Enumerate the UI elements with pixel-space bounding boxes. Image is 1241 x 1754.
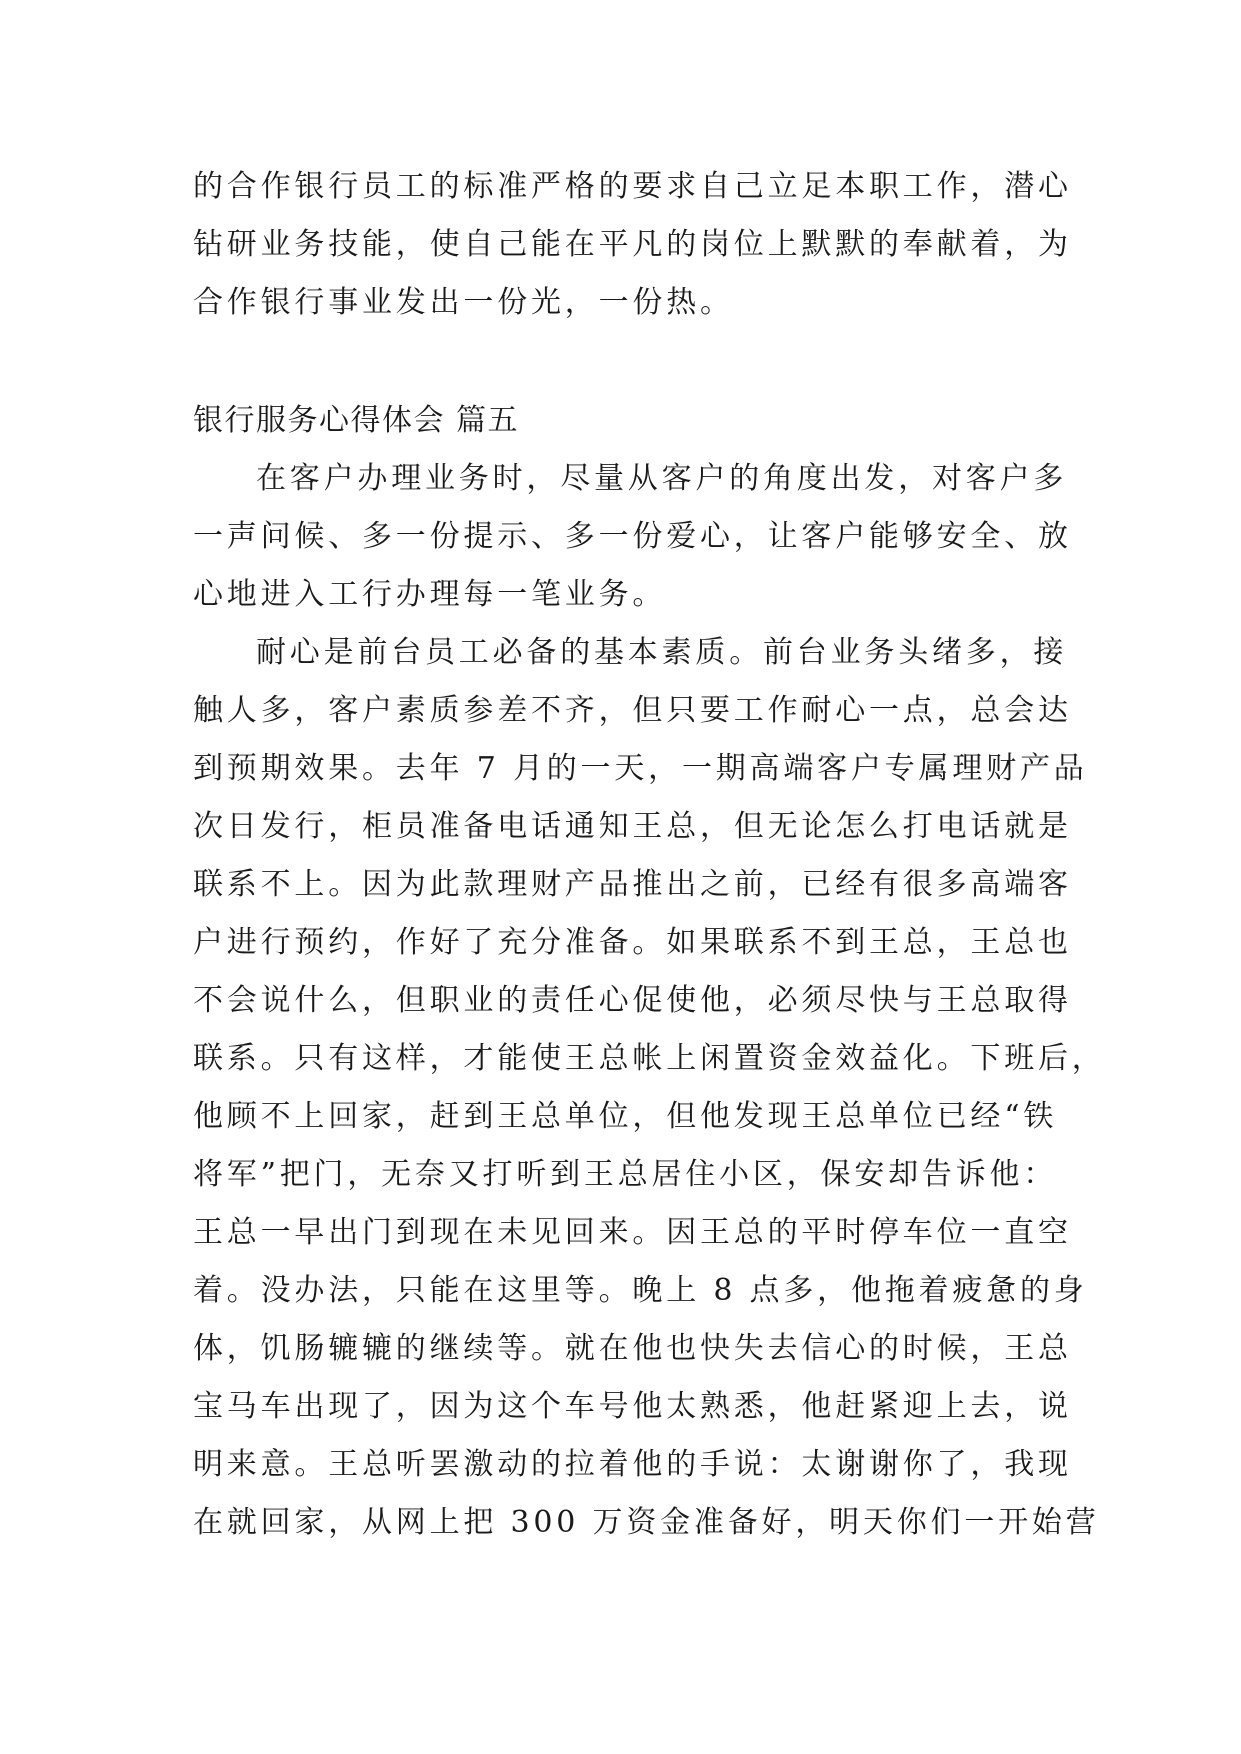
paragraph-line: 耐心是前台员工必备的基本素质。前台业务头绪多，接 <box>256 635 1068 670</box>
paragraph-line: 次日发行，柜员准备电话通知王总，但无论怎么打电话就是 <box>193 809 1072 844</box>
paragraph-line: 到预期效果。去年 7 月的一天，一期高端客户专属理财产品 <box>193 751 1088 786</box>
paragraph-line: 触人多，客户素质参差不齐，但只要工作耐心一点，总会达 <box>193 693 1072 728</box>
paragraph-line: 联系不上。因为此款理财产品推出之前，已经有很多高端客 <box>193 867 1072 902</box>
section-heading: 银行服务心得体会 篇五 <box>193 403 520 438</box>
paragraph-line: 户进行预约，作好了充分准备。如果联系不到王总，王总也 <box>193 925 1072 960</box>
paragraph-line: 明来意。王总听罢激动的拉着他的手说：太谢谢你了，我现 <box>193 1447 1072 1482</box>
paragraph-line: 王总一早出门到现在未见回来。因王总的平时停车位一直空 <box>193 1215 1072 1250</box>
paragraph-line: 一声问候、多一份提示、多一份爱心，让客户能够安全、放 <box>193 519 1072 554</box>
paragraph-line: 他顾不上回家，赶到王总单位，但他发现王总单位已经“铁 <box>193 1099 1058 1134</box>
paragraph-line: 联系。只有这样，才能使王总帐上闲置资金效益化。下班后， <box>193 1041 1106 1076</box>
intro-line: 合作银行事业发出一份光，一份热。 <box>193 285 734 320</box>
intro-line: 钻研业务技能，使自己能在平凡的岗位上默默的奉献着，为 <box>193 227 1072 262</box>
paragraph-line: 宝马车出现了，因为这个车号他太熟悉，他赶紧迎上去，说 <box>193 1389 1072 1424</box>
paragraph-line: 体，饥肠辘辘的继续等。就在他也快失去信心的时候，王总 <box>193 1331 1072 1366</box>
paragraph-line: 将军”把门，无奈又打听到王总居住小区，保安却告诉他： <box>193 1157 1058 1192</box>
paragraph-line: 着。没办法，只能在这里等。晚上 8 点多，他拖着疲惫的身 <box>193 1273 1088 1308</box>
intro-line: 的合作银行员工的标准严格的要求自己立足本职工作，潜心 <box>193 169 1072 204</box>
paragraph-line: 不会说什么，但职业的责任心促使他，必须尽快与王总取得 <box>193 983 1072 1018</box>
paragraph-line: 心地进入工行办理每一笔业务。 <box>193 577 667 612</box>
paragraph-line: 在就回家，从网上把 300 万资金准备好，明天你们一开始营 <box>193 1505 1100 1540</box>
paragraph-line: 在客户办理业务时，尽量从客户的角度出发，对客户多 <box>256 461 1068 496</box>
